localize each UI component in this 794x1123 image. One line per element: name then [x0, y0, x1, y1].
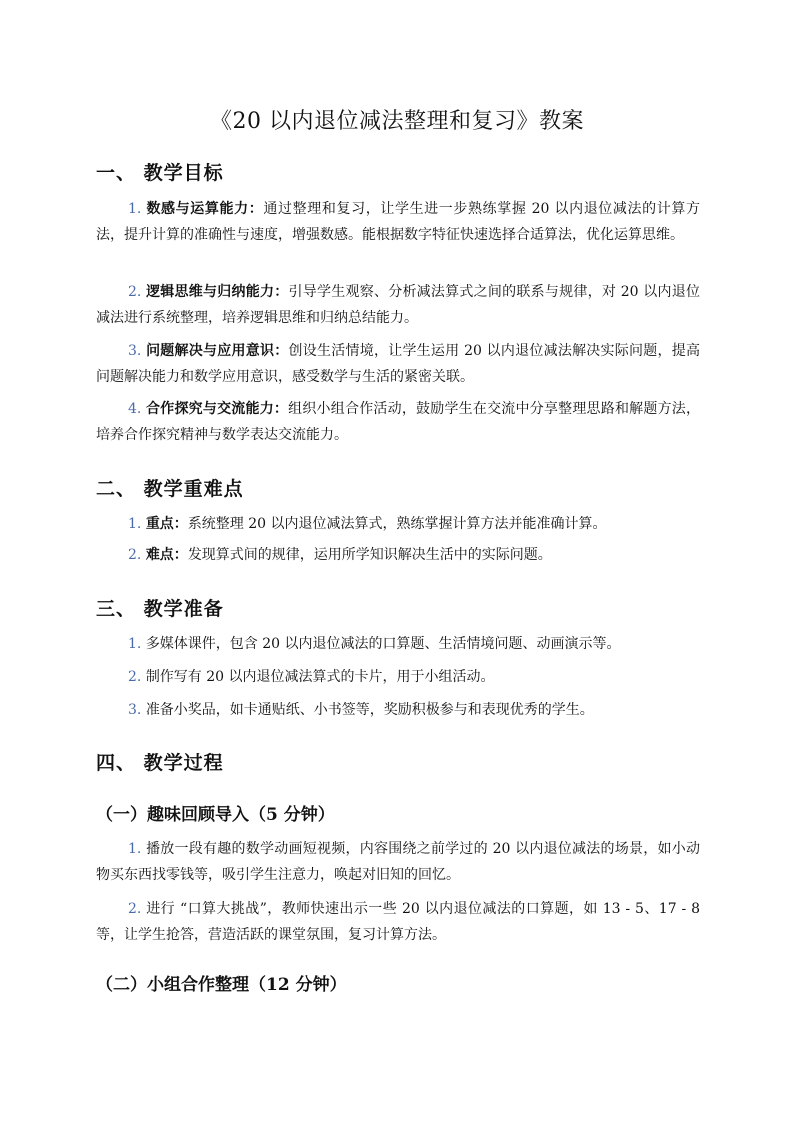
- item-number: 2.: [128, 547, 142, 563]
- item-number: 4.: [128, 401, 142, 417]
- list-item: [96, 697, 700, 723]
- item-text: 创设生活情境，让学生运用 20 以内退位减法解决实际问题，提高问题解决能力和数学应用意识，感受数学与生活的紧密关联。: [96, 343, 701, 385]
- item-lead: 重点：: [145, 516, 188, 532]
- item-number: 3.: [128, 343, 142, 359]
- subsection-heading: （一）趣味回顾导入（5 分钟）: [96, 805, 335, 825]
- list-item: [96, 196, 700, 248]
- item-text: 准备小奖品，如卡通贴纸、小书签等，奖励积极参与和表现优秀的学生。: [145, 702, 594, 718]
- item-text: 多媒体课件，包含 20 以内退位减法的口算题、生活情境问题、动画演示等。: [145, 636, 621, 652]
- item-text: 制作写有 20 以内退位减法算式的卡片，用于小组活动。: [145, 669, 495, 685]
- item-number: 2.: [128, 284, 142, 300]
- item-text: 系统整理 20 以内退位减法算式，熟练掌握计算方法并能准确计算。: [187, 516, 607, 532]
- list-item: [96, 896, 700, 948]
- item-lead: 难点：: [145, 547, 188, 563]
- list-item: [96, 396, 700, 448]
- section-heading-preparation: 三、 教学准备: [96, 598, 224, 620]
- list-item: [96, 664, 700, 690]
- item-text: 组织小组合作活动，鼓励学生在交流中分享整理思路和解题方法，培养合作探究精神与数学表达交流能力。: [96, 401, 701, 443]
- item-lead: 逻辑思维与归纳能力：: [146, 284, 289, 300]
- item-text: 进行 “口算大挑战”，教师快速出示一些 20 以内退位减法的口算题，如 13 - 5、17 - 8 等，让学生抢答，营造活跃的课堂氛围，复习计算方法。: [96, 901, 701, 943]
- list-item: [96, 511, 700, 537]
- subsection-heading: （二）小组合作整理（12 分钟）: [96, 975, 347, 995]
- list-item: [96, 279, 700, 331]
- item-text: 引导学生观察、分析减法算式之间的联系与规律，对 20 以内退位减法进行系统整理，培养逻辑思维和归纳总结能力。: [96, 284, 701, 326]
- item-text: 通过整理和复习，让学生进一步熟练掌握 20 以内退位减法的计算方法，提升计算的准确性与速度，增强数感。能根据数字特征快速选择合适算法，优化运算思维。: [96, 201, 701, 243]
- item-number: 2.: [128, 669, 142, 685]
- item-number: 1.: [128, 636, 142, 652]
- item-lead: 合作探究与交流能力：: [146, 401, 289, 417]
- list-item: [96, 836, 700, 888]
- section-heading-process: 四、 教学过程: [96, 752, 224, 774]
- list-item: [96, 338, 700, 390]
- item-lead: 数感与运算能力：: [146, 201, 264, 217]
- item-number: 1.: [128, 201, 142, 217]
- item-lead: 问题解决与应用意识：: [146, 343, 289, 359]
- list-item: [96, 631, 700, 657]
- list-item: [96, 542, 700, 568]
- item-number: 1.: [128, 516, 142, 532]
- section-heading-key-points: 二、 教学重难点: [96, 478, 244, 500]
- section-heading-objectives: 一、 教学目标: [96, 162, 224, 184]
- item-text: 播放一段有趣的数学动画短视频，内容围绕之前学过的 20 以内退位减法的场景，如小动物买东西找零钱等，吸引学生注意力，唤起对旧知的回忆。: [96, 841, 701, 883]
- item-number: 3.: [128, 702, 142, 718]
- item-text: 发现算式间的规律，运用所学知识解决生活中的实际问题。: [187, 547, 552, 563]
- item-number: 1.: [128, 841, 142, 857]
- item-number: 2.: [128, 901, 142, 917]
- document-title: 《20 以内退位减法整理和复习》教案: [210, 109, 584, 134]
